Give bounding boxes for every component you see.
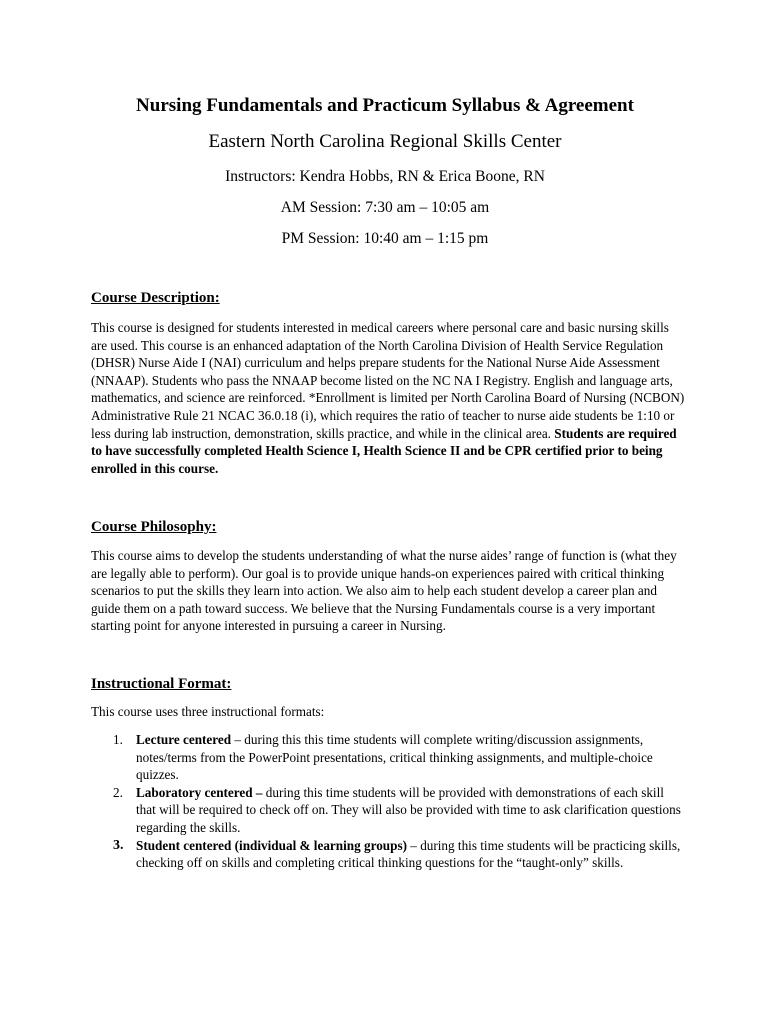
list-item-number: 3.	[113, 837, 124, 853]
page-subtitle: Eastern North Carolina Regional Skills Center	[208, 131, 562, 152]
instructional-format-list	[91, 731, 686, 872]
course-description-body	[91, 319, 686, 477]
list-item-label: Laboratory centered –	[136, 784, 263, 800]
course-description-prerequisite-note: Students are required to have successfully completed Health Science I, Health Science II and be CPR certified prior to being enrolled in this course.	[91, 425, 677, 476]
page-title: Nursing Fundamentals and Practicum Syllabus & Agreement	[136, 95, 634, 116]
list-item-label: Student centered (individual & learning groups)	[136, 837, 407, 853]
list-item	[91, 784, 686, 837]
am-session-line: AM Session: 7:30 am – 10:05 am	[280, 199, 490, 216]
course-description-heading: Course Description:	[91, 290, 220, 306]
instructors-line: Instructors: Kendra Hobbs, RN & Erica Boone, RN	[225, 168, 545, 185]
course-philosophy-heading: Course Philosophy:	[91, 519, 217, 535]
list-item-text: – during this this time students will complete writing/discussion assignments, notes/terms from the PowerPoint presentations, critical thinking assignments, and multiple-choice quizzes.	[136, 732, 653, 783]
course-philosophy-body: This course aims to develop the students understanding of what the nurse aides’ range of function is (what they are legally able to perform). Our goal is to provide unique hands-on experiences paired with critical thinking scenarios to put the skills they learn into action. We also aim to help each student develop a career plan and guide them on a path toward success. We believe that the Nursing Fundamentals course is a very important starting point for anyone interested in pursuing a career in Nursing.	[91, 548, 677, 634]
list-item-text: during this time students will be provided with demonstrations of each skill that will be required to check off on. They will also be provided with time to ask clarification questions regarding the skills.	[136, 784, 681, 835]
list-item-text: – during this time students will be practicing skills, checking off on skills and completing critical thinking questions for the “taught-only” skills.	[136, 837, 681, 871]
list-item	[91, 837, 686, 872]
list-item-number: 2.	[113, 784, 123, 800]
pm-session-line: PM Session: 10:40 am – 1:15 pm	[281, 230, 489, 247]
list-item-number: 1.	[113, 732, 123, 747]
instructional-format-intro: This course uses three instructional formats:	[91, 704, 325, 719]
instructional-format-heading: Instructional Format:	[91, 676, 232, 692]
list-item-label: Lecture centered	[136, 732, 232, 747]
list-item	[91, 731, 686, 784]
course-description-text: This course is designed for students interested in medical careers where personal care and basic nursing skills are used. This course is an enhanced adaptation of the North Carolina Division of Health Service Regulation (DHSR) Nurse Aide I (NAI) curriculum and helps prepare students for the National Nurse Aide Assessment (NNAAP). Students who pass the NNAAP become listed on the NC NA I Registry. English and language arts, mathematics, and science are reinforced. *Enrollment is limited per North Carolina Board of Nursing (NCBON) Administrative Rule 21 NCAC 36.0.18 (i), which requires the ratio of teacher to nurse aide students be 1:10 or less during lab instruction, demonstration, skills practice, and while in the clinical area.	[91, 320, 685, 441]
